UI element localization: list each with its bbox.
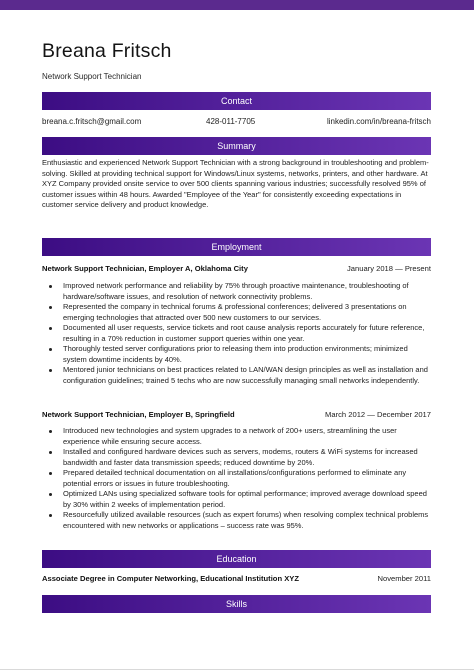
- list-item: Thoroughly tested server configurations prior to releasing them into production environments; minimized system downtime incidents by 40%.: [58, 344, 430, 365]
- list-item: Optimized LANs using specialized software tools for optimal performance; improved average download speed by 30% within 2 weeks of implementation period.: [58, 489, 430, 510]
- contact-row: [42, 117, 431, 129]
- job-dates: March 2012 — December 2017: [325, 410, 431, 419]
- list-item: Resourcefully utilized available resources (such as expert forums) when resolving complex technical problems encountered with new networks or applications – success rate was 95%.: [58, 510, 430, 531]
- job-title: Network Support Technician, Employer B, Springfield: [42, 410, 235, 419]
- list-item: Improved network performance and reliability by 75% through proactive maintenance, troubleshooting of hardware/software issues, and resolution of network connectivity problems.: [58, 281, 430, 302]
- contact-email[interactable]: breana.c.fritsch@gmail.com: [42, 117, 142, 126]
- candidate-name: Breana Fritsch: [42, 40, 172, 62]
- list-item: Prepared detailed technical documentation on all installations/configurations performed to eliminate any potential errors or issues in future troubleshooting.: [58, 468, 430, 489]
- top-accent-bar: [0, 0, 474, 10]
- section-header-summary: Summary: [42, 137, 431, 155]
- job-title: Network Support Technician, Employer A, Oklahoma City: [42, 264, 248, 273]
- list-item: Represented the company in technical forums & professional conferences; delivered 3 presentations on emerging technologies that attracted over 500 new customers to our services.: [58, 302, 430, 323]
- section-header-skills: Skills: [42, 595, 431, 613]
- section-header-employment: Employment: [42, 238, 431, 256]
- list-item: Introduced new technologies and system upgrades to a network of 200+ users, streamlining the user experience while ensuring secure access.: [58, 426, 430, 447]
- education-date: November 2011: [377, 574, 431, 583]
- summary-paragraph: Enthusiastic and experienced Network Support Technician with a strong background in troubleshooting and problem-solving. Skilled at providing technical support for Windows/Linux systems, networks, printers, and other hardware. At XYZ Company provided onsite service to over 500 clients spanning various industries; successfully resolved 95% of customer issues within 48 hours. Awarded "Employee of the Year" for consistently exceeding expectations in customer service delivery and product knowledge.: [42, 158, 429, 210]
- list-item: Mentored junior technicians on best practices related to LAN/WAN design principles as well as installation and configuration guidelines; trained 5 techs who are now successfully managing small networks independently.: [58, 365, 430, 386]
- candidate-role: Network Support Technician: [42, 72, 142, 81]
- section-header-contact: Contact: [42, 92, 431, 110]
- contact-phone[interactable]: 428-011-7705: [206, 117, 256, 126]
- contact-linkedin[interactable]: linkedin.com/in/breana-fritsch: [326, 117, 431, 126]
- section-header-education: Education: [42, 550, 431, 568]
- job-bullets: [58, 426, 430, 531]
- job-bullets: [58, 281, 430, 386]
- list-item: Installed and configured hardware devices such as servers, modems, routers & WiFi systems for increased bandwidth and faster data transmission speeds; reduced downtime by 20%.: [58, 447, 430, 468]
- education-degree: Associate Degree in Computer Networking, Educational Institution XYZ: [42, 574, 299, 583]
- list-item: Documented all user requests, service tickets and root cause analysis reports accurately for future reference, resulting in a 70% reduction in customer support queries within one year.: [58, 323, 430, 344]
- job-dates: January 2018 — Present: [346, 264, 431, 273]
